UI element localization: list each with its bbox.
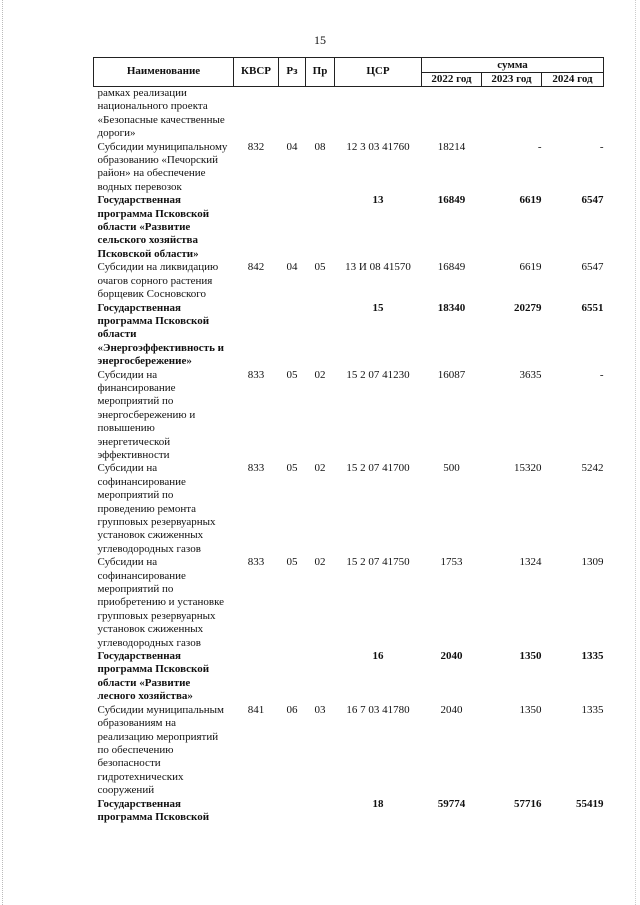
cell-y2024 (542, 87, 604, 141)
cell-name: Субсидии муниципальным образованиям на реализацию мероприятий по обеспечению безопасности гидротехнических сооружений (97, 703, 225, 797)
budget-table (93, 57, 604, 824)
cell-name: Государственная программа Псковской области «Развитие сельского хозяйства Псковской области» (97, 194, 210, 260)
cell-pr (306, 798, 335, 825)
cell-pr: 02 (314, 556, 326, 569)
cell-kvsr: 841 (247, 703, 265, 716)
cell-y2022: 59774 (437, 797, 466, 810)
cell-name: Государственная программа Псковской области «Развитие лесного хозяйства» (97, 650, 210, 703)
header-pr: Пр (306, 58, 335, 87)
table-row (94, 194, 604, 261)
cell-pr: 02 (314, 462, 326, 475)
cell-csr (335, 87, 422, 141)
cell-csr: 12 3 03 41760 (346, 140, 410, 153)
cell-name: Государственная программа Псковской (97, 797, 210, 823)
cell-y2023: 57716 (514, 797, 542, 810)
cell-name: Субсидии на финансирование мероприятий по энергосбережению и повышению энергетической эффективности (97, 368, 196, 461)
cell-rz: 04 (286, 261, 298, 274)
cell-pr (306, 302, 335, 369)
cell-kvsr (234, 650, 279, 704)
cell-y2024: 5242 (581, 462, 604, 475)
table-row (94, 141, 604, 195)
cell-pr: 03 (314, 703, 326, 716)
header-year-2023: 2023 год (482, 72, 542, 87)
table-row (94, 556, 604, 650)
cell-y2024: - (599, 140, 604, 153)
table-row (94, 650, 604, 704)
cell-y2022: 16849 (437, 194, 466, 207)
cell-rz: 06 (286, 703, 298, 716)
table-header (94, 58, 604, 87)
header-year-2024: 2024 год (542, 72, 604, 87)
cell-y2022: 18340 (437, 301, 466, 314)
cell-csr: 13 И 08 41570 (345, 261, 411, 274)
cell-rz (279, 302, 306, 369)
header-year-2022: 2022 год (422, 72, 482, 87)
cell-pr (306, 87, 335, 141)
cell-y2024: 1335 (581, 650, 604, 663)
cell-y2023: 1350 (519, 703, 542, 716)
cell-y2023: 6619 (519, 194, 542, 207)
cell-name: Субсидии на ликвидацию очагов сорного растения борщевик Сосновского (97, 261, 219, 301)
cell-rz: 05 (286, 368, 298, 381)
cell-pr (306, 194, 335, 261)
cell-y2022: 500 (443, 462, 460, 475)
cell-y2024: 6547 (581, 194, 604, 207)
cell-kvsr (234, 302, 279, 369)
cell-pr: 02 (314, 368, 326, 381)
cell-y2022: 1753 (440, 556, 463, 569)
cell-kvsr: 833 (247, 368, 265, 381)
cell-kvsr: 842 (247, 261, 265, 274)
header-rz: Рз (279, 58, 306, 87)
cell-csr: 15 2 07 41700 (346, 462, 410, 475)
cell-y2023: - (537, 140, 542, 153)
scan-edge-left (2, 0, 4, 905)
cell-kvsr: 832 (247, 140, 265, 153)
cell-rz: 04 (286, 140, 298, 153)
cell-rz: 05 (286, 462, 298, 475)
cell-pr (306, 650, 335, 704)
cell-y2024: 1309 (581, 556, 604, 569)
table-body (94, 87, 604, 825)
table-row (94, 462, 604, 556)
cell-csr: 18 (372, 797, 384, 810)
cell-y2023: 3635 (519, 368, 542, 381)
header-sum: сумма (422, 58, 604, 73)
cell-csr: 16 7 03 41780 (346, 703, 410, 716)
cell-rz (279, 650, 306, 704)
cell-y2024: - (599, 368, 604, 381)
header-name: Наименование (94, 58, 234, 87)
scan-edge-right (635, 0, 637, 905)
cell-csr: 16 (372, 650, 384, 663)
cell-y2023: 6619 (519, 261, 542, 274)
header-kvsr: КВСР (234, 58, 279, 87)
cell-y2023: 15320 (514, 462, 542, 475)
cell-csr: 15 2 07 41750 (346, 556, 410, 569)
cell-y2022: 2040 (440, 703, 463, 716)
cell-kvsr (234, 194, 279, 261)
cell-kvsr (234, 798, 279, 825)
cell-rz (279, 798, 306, 825)
cell-name: Субсидии на софинансирование мероприятий по приобретению и установке групповых резервуарных установок сжиженных углеводородных газов (97, 556, 225, 649)
cell-y2023 (482, 87, 542, 141)
cell-name: Государственная программа Псковской области «Энергоэффективность и энергосбережение» (97, 301, 224, 368)
table-row (94, 704, 604, 798)
cell-csr: 15 2 07 41230 (346, 368, 410, 381)
table-row (94, 369, 604, 463)
cell-y2022: 16087 (437, 368, 466, 381)
cell-y2022 (422, 87, 482, 141)
cell-y2024: 1335 (581, 703, 604, 716)
table-row (94, 261, 604, 301)
cell-y2022: 2040 (440, 650, 463, 663)
cell-y2022: 18214 (437, 140, 466, 153)
cell-y2024: 55419 (576, 797, 604, 810)
cell-name: рамках реализации национального проекта «Безопасные качественные дороги» (97, 87, 225, 140)
cell-csr: 15 (372, 301, 384, 314)
cell-csr: 13 (372, 194, 384, 207)
cell-y2022: 16849 (437, 261, 466, 274)
table-row (94, 302, 604, 369)
cell-y2024: 6547 (581, 261, 604, 274)
cell-rz (279, 194, 306, 261)
cell-rz: 05 (286, 556, 298, 569)
cell-y2023: 1324 (519, 556, 542, 569)
cell-name: Субсидии муниципальному образованию «Печорский район» на обеспечение водных перевозок (97, 140, 228, 193)
cell-kvsr: 833 (247, 556, 265, 569)
cell-pr: 08 (314, 140, 326, 153)
table-row (94, 87, 604, 141)
cell-rz (279, 87, 306, 141)
table-row (94, 798, 604, 825)
header-csr: ЦСР (335, 58, 422, 87)
cell-y2023: 1350 (519, 650, 542, 663)
cell-pr: 05 (314, 261, 326, 274)
cell-name: Субсидии на софинансирование мероприятий по проведению ремонта групповых резервуарных установок сжиженных углеводородных газов (97, 462, 216, 555)
cell-kvsr: 833 (247, 462, 265, 475)
cell-y2023: 20279 (514, 301, 542, 314)
page-number: 15 (314, 33, 326, 47)
cell-kvsr (234, 87, 279, 141)
cell-y2024: 6551 (581, 301, 604, 314)
